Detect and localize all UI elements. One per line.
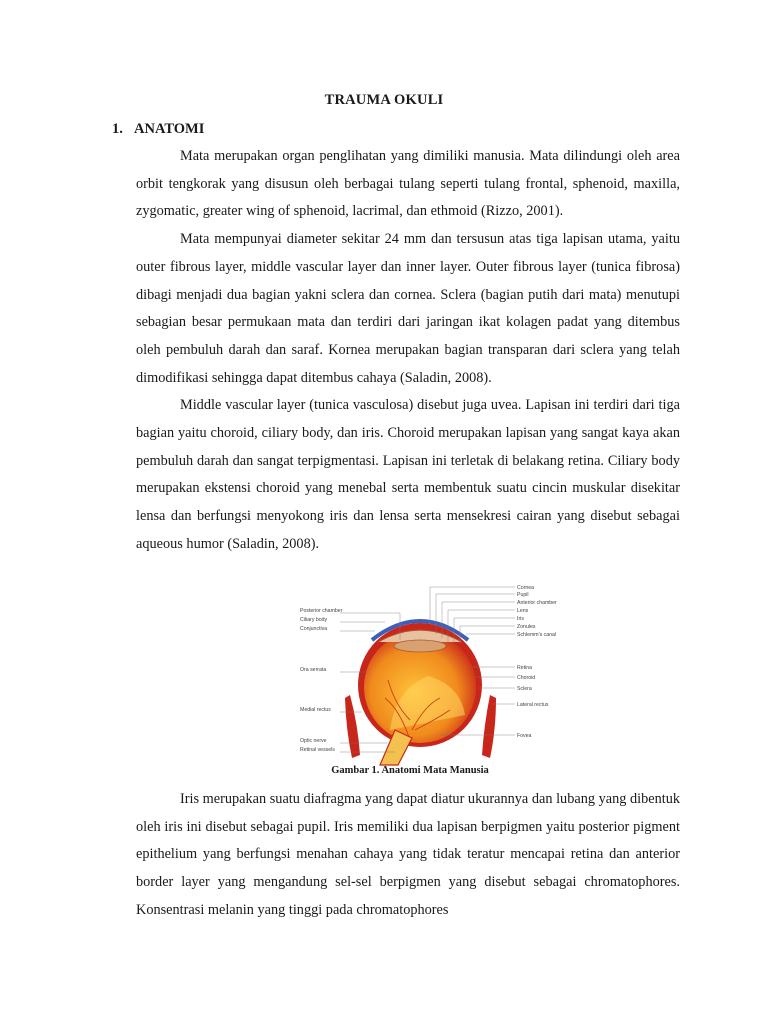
eye-anatomy-illustration [300, 580, 557, 765]
section-heading [112, 121, 204, 138]
lateral-rectus-shape [482, 695, 496, 758]
paragraph: Middle vascular layer (tunica vasculosa) disebut juga uvea. Lapisan ini terdiri dari tiga bagian yaitu choroid, ciliary body, dan iris. Choroid merupakan lapisan yang sangat kaya akan pembuluh darah dan sangat terpigmentasi. Lapisan ini terletak di belakang retina. Ciliary body merupakan ekstensi choroid yang menebal serta membentuk suatu cincin muskular disekitar lensa dan berfungsi menyokong iris dan lensa serta mensekresi cairan yang disebut sebagai aqueous humor (Saladin, 2008). [136, 397, 680, 552]
label-right: Fovea [517, 733, 532, 739]
label-right: Sclera [517, 686, 532, 692]
label-right: Lens [517, 608, 529, 614]
paragraph: Mata mempunyai diameter sekitar 24 mm dan tersusun atas tiga lapisan utama, yaitu outer fibrous layer, middle vascular layer dan inner layer. Outer fibrous layer (tunica fibrosa) dibagi menjadi dua bagian yakni sclera dan cornea. Sclera (bagian putih dari mata) menutupi sebagian besar permukaan mata dan terdiri dari jaringan ikat kolagen padat yang ditembus oleh pembuluh darah dan saraf. Kornea merupakan bagian transparan dari sclera yang telah dimodifikasi sehingga dapat ditembus cahaya (Saladin, 2008). [136, 231, 680, 386]
body-text-top [136, 143, 680, 559]
label-right: Retina [517, 665, 532, 671]
label-right: Anterior chamber [517, 600, 557, 606]
label-right: Cornea [517, 585, 535, 591]
label-left: Conjunctiva [300, 626, 328, 632]
body-text-bottom [136, 786, 680, 925]
section-title: ANATOMI [134, 121, 205, 137]
eye-anatomy-figure [300, 580, 557, 780]
label-right: Iris [517, 616, 524, 622]
label-right: Choroid [517, 675, 536, 681]
label-right: Zonules [517, 624, 536, 630]
paragraph: Mata merupakan organ penglihatan yang dimiliki manusia. Mata dilindungi oleh area orbit tengkorak yang disusun oleh berbagai tulang seperti tulang frontal, sphenoid, maxilla, zygomatic, greater wing of sphenoid, lacrimal, dan ethmoid (Rizzo, 2001). [136, 148, 680, 220]
paragraph: Iris merupakan suatu diafragma yang dapat diatur ukurannya dan lubang yang dibentuk oleh iris ini disebut sebagai pupil. Iris memiliki dua lapisan berpigmen yaitu posterior pigment epithelium yang berfungsi menahan cahaya yang tidak teratur mencapai retina dan anterior border layer yang mengandung sel-sel berpigmen yang disebut sebagai chromatophores. Konsentrasi melanin yang tinggi pada chromatophores [136, 791, 680, 918]
figure-caption: Gambar 1. Anatomi Mata Manusia [331, 765, 489, 776]
lens-shape [394, 640, 446, 652]
label-left: Posterior chamber [300, 608, 343, 614]
label-right: Lateral rectus [517, 702, 549, 708]
label-right: Schlemm's canal [517, 632, 557, 638]
section-number: 1. [112, 121, 123, 137]
label-right: Pupil [517, 592, 529, 598]
label-left: Retinal vessels [300, 747, 335, 753]
medial-rectus-shape [345, 695, 360, 758]
label-left: Ciliary body [300, 617, 328, 623]
label-left: Optic nerve [300, 738, 327, 744]
document-title: TRAUMA OKULI [324, 92, 444, 108]
label-left: Medial rectus [300, 707, 331, 713]
label-left: Ora serrata [300, 667, 327, 673]
